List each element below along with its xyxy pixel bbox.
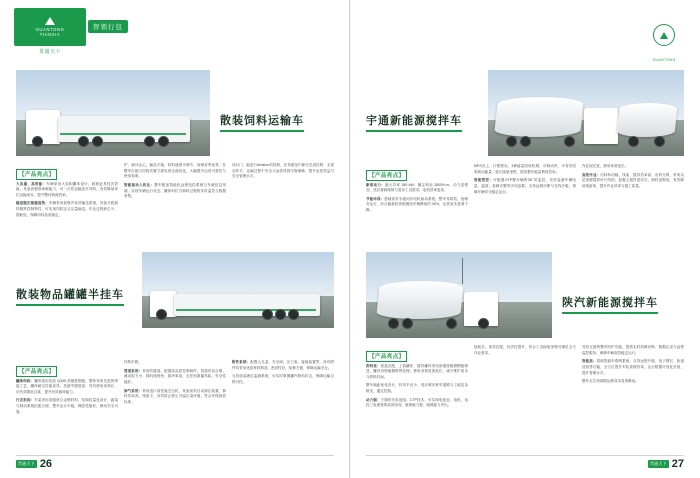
article-column — [16, 360, 118, 418]
photo-truck-cab — [26, 110, 60, 144]
photo-mixer-drum — [376, 281, 464, 319]
spread-gutter — [349, 0, 351, 478]
article-column — [124, 360, 226, 418]
paragraph-lead: 大容量、高效能： — [16, 181, 47, 186]
paragraph-lead: 智能管控： — [474, 178, 494, 183]
article-body — [366, 345, 684, 412]
section-heading: 【产品亮点】 — [16, 366, 57, 377]
brand-logo — [14, 8, 86, 46]
paragraph-lead: 新部动力： — [366, 182, 385, 187]
paragraph: 具有完备的整车防护功能，提供实时故障诊断、数据记录与远程监控服务，保障车辆高效稳定运行。 — [582, 345, 684, 355]
footer-right — [648, 458, 684, 470]
paragraph: 高效作业：出料转动稳、线束、搅拌效率高、出料分散，采用双层加强搅拌叶片结构，混凝土搅拌更均匀，卸料更彻底，有效降低残留率，提升作业效率与施工质量。 — [582, 172, 684, 188]
article-bulk-feed-transporter — [16, 70, 334, 221]
paragraph-lead: 卸气系统： — [124, 388, 143, 393]
photo-mast — [462, 258, 463, 284]
article-column — [582, 345, 684, 412]
footer-rule — [16, 455, 334, 456]
paragraph: 支持选装液位监测系统，可实时掌握罐内物料状态，保障运输过程可控。 — [232, 374, 334, 384]
paragraph: MPS沉上，行驶情况、3种能量回收机制，可制动时，可有效回收制动能量，延长续航里程，提高整车能量利用效率。 — [474, 164, 576, 174]
footer-rule — [366, 455, 684, 456]
article-column — [124, 163, 226, 221]
paragraph: 续航长，高效匹配，经济性提升，综合工况续航里程可满足全天作业需求。 — [474, 345, 576, 355]
article-shaanxi-new-energy-mixer — [366, 252, 684, 412]
photo-truck-stripe — [60, 133, 186, 135]
paragraph: 结构牢固。 — [124, 360, 142, 364]
article-column — [232, 360, 334, 418]
article-column — [366, 345, 468, 412]
article-photo — [16, 70, 210, 156]
article-title: 宇通新能源搅拌车 — [366, 112, 462, 132]
paragraph-lead: 输送稳定便捷高效： — [16, 201, 49, 206]
corner-logo-triangle-icon — [660, 32, 668, 39]
footer-tag: 贯通天下 — [18, 461, 35, 466]
paragraph: 智能驱动人机化：整车配备智能化远程电控系统与车载信息终端，实现车辆运行状态、罐体料位与卸料过程的实时监控与数据采集。 — [124, 182, 226, 199]
article-title: 散装物品罐罐半挂车 — [16, 286, 124, 306]
paragraph: 节能环保：搭载高效永磁同步电机驱动系统，整车零排放、低噪音运行，综合能耗较传统燃油车辆降低约 30%，运营成本显著下降。 — [366, 196, 468, 213]
paragraph: 资料亮：底盘匹配，上装罐体，搅拌罐体采用高强度耐磨钢板制造，罐体内壁耐磨堆焊处理，使用寿命显著延长，减少维护成本与停机时间。 — [366, 363, 469, 379]
corner-logo-mark-icon — [653, 24, 675, 46]
footer-left — [16, 458, 52, 470]
paragraph: 大容量、高效能：车辆采用大容积罐体设计，载荷更具经济效能，具备高强度承载能力，可一次性运输更多饲料，有效降低单位运输成本，提升整体物流效率。 — [16, 181, 118, 197]
paragraph: 护、耐冲击心、输送平稳、料料速度可调节、低噪音等优势，在整车匹配与结构布置方面实现全面优化，大幅提升运营可靠性与使用寿命。 — [124, 163, 226, 179]
title-underline — [220, 130, 304, 132]
article-title: 散装饲料运输车 — [220, 112, 304, 132]
paragraph: 罐体结构：罐体选用优质 Q345 高强度钢板，整体采用先进的焊接工艺，罐体耐压性能优异，抗疲劳强度高，具有使用寿命长，可有效降低自重，提升有效载荷能力。 — [16, 378, 118, 394]
paragraph-lead: 管道系统： — [124, 368, 143, 373]
section-heading: 【产品亮点】 — [16, 169, 57, 180]
brand-subtitle: 贯通天下 — [38, 49, 61, 55]
paragraph-lead: 高效作业： — [582, 172, 601, 177]
article-body — [16, 360, 334, 418]
section-heading: 【产品亮点】 — [366, 170, 407, 181]
paragraph-lead: 动力强： — [366, 397, 381, 402]
page-number: 26 — [39, 458, 53, 470]
brand-logo-en-line1: GUANTONG — [35, 26, 65, 32]
photo-sky — [142, 252, 334, 296]
article-column — [474, 345, 576, 412]
paragraph: 智能高：搭载智能车联网系统，支持远程升级、电子围栏、轨迹回放等功能，全方位提升车队管理效率，运行数据可视化呈现，提升管理水平。 — [582, 359, 685, 375]
paragraph: 卸气系统：采用进口高性能空压机，具备高效自动卸压装置，卸料效率高，残留少，有效防止粉尘外溢污染环境，符合环保排放标准。 — [124, 388, 226, 404]
paragraph-lead: 行走机构： — [16, 398, 35, 403]
photo-mixer-drum — [494, 97, 584, 137]
paragraph-lead: 附件系统： — [232, 360, 251, 364]
article-photo — [488, 70, 684, 156]
paragraph: 管道系统：采用防腐蚀、配置高品质控制阀件，管道布局合理，流动阻力小，卸料速度快，卸净率高，无任何泄漏风险，安全性能好。 — [124, 368, 226, 384]
paragraph: 行走机构：车架采用高强度合金钢材料，结构轻量化设计，悬架与制动系统匹配合理，整车运行平稳，操控性能好，制动安全可靠。 — [16, 398, 118, 414]
section-heading: 【产品亮点】 — [366, 351, 407, 362]
article-photo — [142, 252, 334, 328]
photo-mixer-drum — [616, 103, 678, 137]
photo-truck-cab — [584, 108, 618, 144]
title-underline — [366, 130, 462, 132]
title-underline — [562, 312, 658, 314]
article-photo — [366, 252, 552, 338]
paragraph: 智能管控：可配置OTP聚车辆的3D־时监控，实时监测车辆电量、温度、故障告警等多项参数，支持远程诊断与在线升级，保障车辆安全稳定运行。 — [474, 178, 576, 194]
paragraph: 动力强：宁德时代电池组，CTP技术，可实现电池包、电机、电控三电系统的高效协同，载荷能力强，爬坡能力突出。 — [366, 397, 468, 408]
article-body — [366, 164, 684, 217]
paragraph-lead: 节能环保： — [366, 196, 385, 201]
article-column — [16, 163, 118, 221]
title-underline — [16, 304, 124, 306]
paragraph-lead: 资料亮： — [366, 363, 381, 368]
article-body — [16, 163, 334, 221]
article-column — [232, 163, 334, 221]
brand-badge: 智领行包 — [88, 20, 128, 33]
paragraph-lead: 罐体结构： — [16, 378, 35, 383]
corner-logo-en-line1: GUANTONG — [652, 58, 676, 62]
paragraph-lead: 智能驱动人机化： — [124, 182, 155, 187]
article-title: 陕汽新能源搅拌车 — [562, 294, 658, 314]
paragraph: 输送稳定便捷高效：车辆采用低噪声高效输送系统，具备分段卸料精准控制特性，可实现饲料定点定量输送，作业过程粉尘少、损耗低，保障饲料品质稳定。 — [16, 201, 119, 217]
brand-triangle-icon — [45, 17, 55, 25]
article-column — [582, 164, 684, 217]
paragraph: 新部动力：最大功率 180 kW，额定转矩 2800N·m，动力更强劲，适应重载爬坡与复杂工况需求，电机效率更高。 — [366, 182, 469, 193]
right-page — [350, 0, 700, 478]
paragraph-lead: 智能高： — [582, 359, 597, 364]
paragraph: 附件系统：配置人孔盖、安全阀、压力表、接地装置等，所有附件均采用优质材料制造，密封性好，检修方便，保障运输安全。 — [232, 360, 334, 370]
paragraph: 整车全生命周期运维成本显著降低。 — [582, 379, 639, 384]
paragraph: 作业现完宽，使用寿命更长。 — [582, 164, 629, 168]
paragraph: 项目门，能进行division料控制，在驾驶室内即可完成控制，无需动作手，运输过程中安全与品质得到可靠保障，提升运营效益与安全管理水平。 — [232, 163, 334, 179]
article-column — [474, 164, 576, 217]
page-number: 27 — [671, 458, 684, 470]
article-column — [366, 164, 468, 217]
brand-logo-en-line2: TIANXIA — [39, 32, 61, 37]
footer-tag: 贯通天下 — [649, 461, 667, 466]
paragraph: 整车轴距优化设计，转弯半径小，适应城市狭窄道路与工地复杂路况，通过性强。 — [366, 383, 468, 394]
